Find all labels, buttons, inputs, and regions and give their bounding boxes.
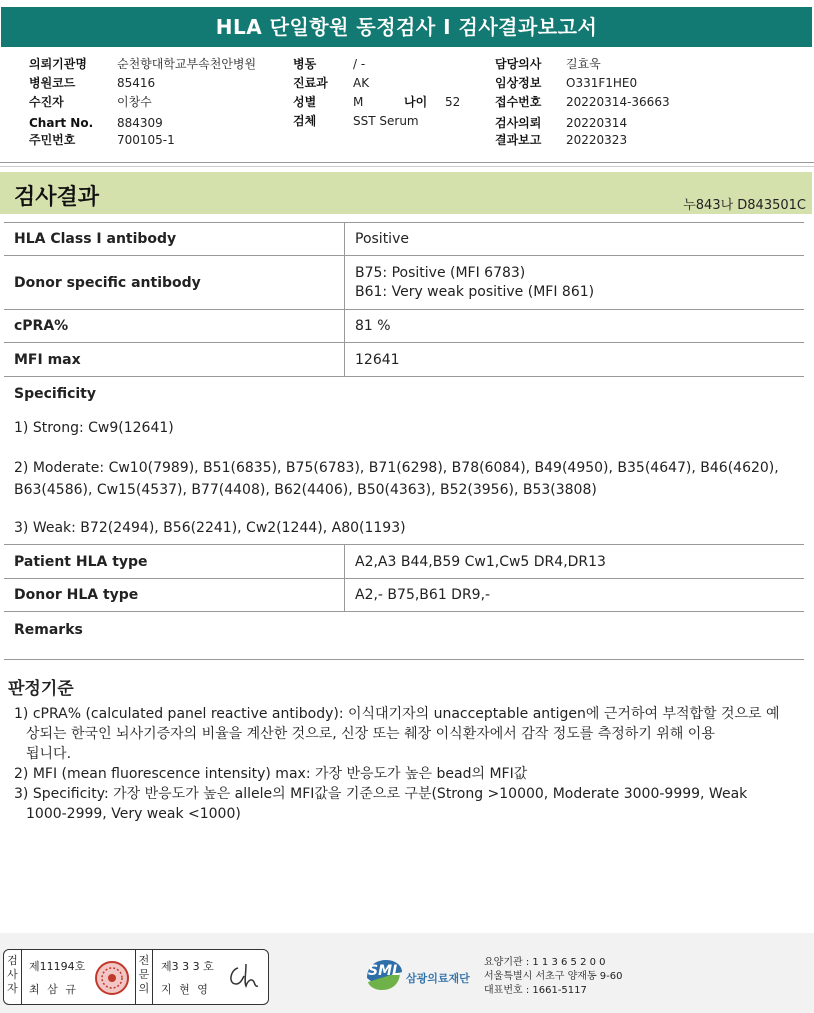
header-row: 의뢰기관명 순천향대학교부속천안병원 [29, 57, 257, 71]
header-row: 성별 M 나이 52 [293, 93, 316, 112]
org-name: 삼광의료재단 [406, 972, 470, 985]
seal-stamp [94, 960, 130, 999]
signature-box [3, 949, 269, 1005]
section-code: 누843나 D843501C [683, 198, 806, 213]
tester-license: 제11194호 [29, 960, 86, 973]
header-row: 수진자 이창수 [29, 95, 152, 109]
criteria-title: 판정기준 [8, 679, 74, 699]
tester-name: 최 삼 규 [29, 983, 78, 996]
specificity-title: Specificity [14, 386, 96, 402]
info-line: 대표번호 : 1661-5117 [484, 985, 587, 996]
criteria-item: 됩니다. [26, 746, 72, 762]
criteria-item: 1000-2999, Very weak <1000) [26, 806, 241, 822]
header-row: 검체 SST Serum [293, 114, 419, 128]
info-line: 서울특별시 서초구 양재동 9-60 [484, 971, 623, 982]
sml-logo [364, 958, 480, 996]
row-value: Positive [345, 223, 805, 256]
criteria-item: 상되는 한국인 뇌사기증자의 비율을 계산한 것으로, 신장 또는 췌장 이식환자에서 감작 정도를 측정하기 위해 이용 [26, 726, 715, 742]
header-row: 담당의사 길효욱 [495, 57, 601, 71]
doctor-name: 지 현 영 [161, 983, 210, 996]
row-value [345, 256, 805, 310]
dsa-line: B61: Very weak positive (MFI 861) [355, 284, 595, 300]
criteria-item: 1) cPRA% (calculated panel reactive antibody): 이식대기자의 unacceptable antigen에 근거하여 부적합할 것으로 예 [14, 706, 780, 722]
table-row [4, 343, 804, 377]
row-label: Donor specific antibody [4, 256, 345, 310]
divider [4, 659, 804, 660]
table-row [4, 310, 804, 343]
header-row: 병동 / - [293, 57, 366, 71]
specificity-strong: 1) Strong: Cw9(12641) [14, 420, 174, 436]
criteria-item: 2) MFI (mean fluorescence intensity) max: 가장 반응도가 높은 bead의 MFI값 [14, 766, 528, 782]
table-row [4, 579, 804, 612]
header-row: 검사의뢰 20220314 [495, 116, 628, 130]
row-label: Patient HLA type [4, 545, 345, 579]
table-row [4, 545, 804, 579]
divider [0, 166, 814, 167]
divider [0, 162, 814, 163]
specificity-weak: 3) Weak: B72(2494), B56(2241), Cw2(1244), A80(1193) [14, 520, 406, 536]
age-label: 나이 [404, 95, 428, 109]
table-row [4, 223, 804, 256]
signature [226, 960, 262, 995]
row-value: 81 % [345, 310, 805, 343]
row-label: MFI max [4, 343, 345, 377]
hla-table [4, 544, 804, 612]
row-label: Donor HLA type [4, 579, 345, 612]
section-title: 검사결과 [14, 185, 100, 210]
table-row [4, 256, 804, 310]
dsa-line: B75: Positive (MFI 6783) [355, 265, 526, 281]
doctor-license: 제3 3 3 호 [161, 960, 214, 973]
doctor-label: 전 문 의 [135, 950, 153, 1004]
report-title: HLA 단일항원 동정검사 I 검사결과보고서 [1, 7, 812, 47]
specificity-moderate: B63(4586), Cw15(4537), B77(4408), B62(4406), B50(4363), B52(3956), B53(3808) [14, 482, 597, 498]
header-row: 주민번호 700105-1 [29, 133, 175, 147]
row-label: HLA Class I antibody [4, 223, 345, 256]
row-label: cPRA% [4, 310, 345, 343]
age-value: 52 [445, 95, 461, 109]
results-table [4, 222, 804, 377]
row-value: A2,A3 B44,B59 Cw1,Cw5 DR4,DR13 [345, 545, 805, 579]
info-line: 요양기관 : 1 1 3 6 5 2 0 0 [484, 957, 606, 968]
criteria-item: 3) Specificity: 가장 반응도가 높은 allele의 MFI값을 기준으로 구분(Strong >10000, Moderate 3000-9999, Weak [14, 786, 748, 802]
header-row: 접수번호 20220314-36663 [495, 95, 670, 109]
header-row: 병원코드 85416 [29, 76, 156, 90]
section-header [0, 172, 812, 214]
row-value: A2,- B75,B61 DR9,- [345, 579, 805, 612]
tester-label: 검 사 자 [4, 950, 22, 1004]
specificity-moderate: 2) Moderate: Cw10(7989), B51(6835), B75(6783), B71(6298), B78(6084), B49(4950), B35(4647), B46(4620), [14, 460, 779, 476]
header-row: 임상정보 O331F1HE0 [495, 76, 638, 90]
row-value: 12641 [345, 343, 805, 377]
header-row: Chart No. 884309 [29, 116, 163, 130]
remarks-label: Remarks [14, 622, 83, 638]
org-info [484, 956, 623, 998]
header-row: 결과보고 20220323 [495, 133, 628, 147]
logo-text: SML [368, 963, 401, 979]
header-row: 진료과 AK [293, 76, 370, 90]
